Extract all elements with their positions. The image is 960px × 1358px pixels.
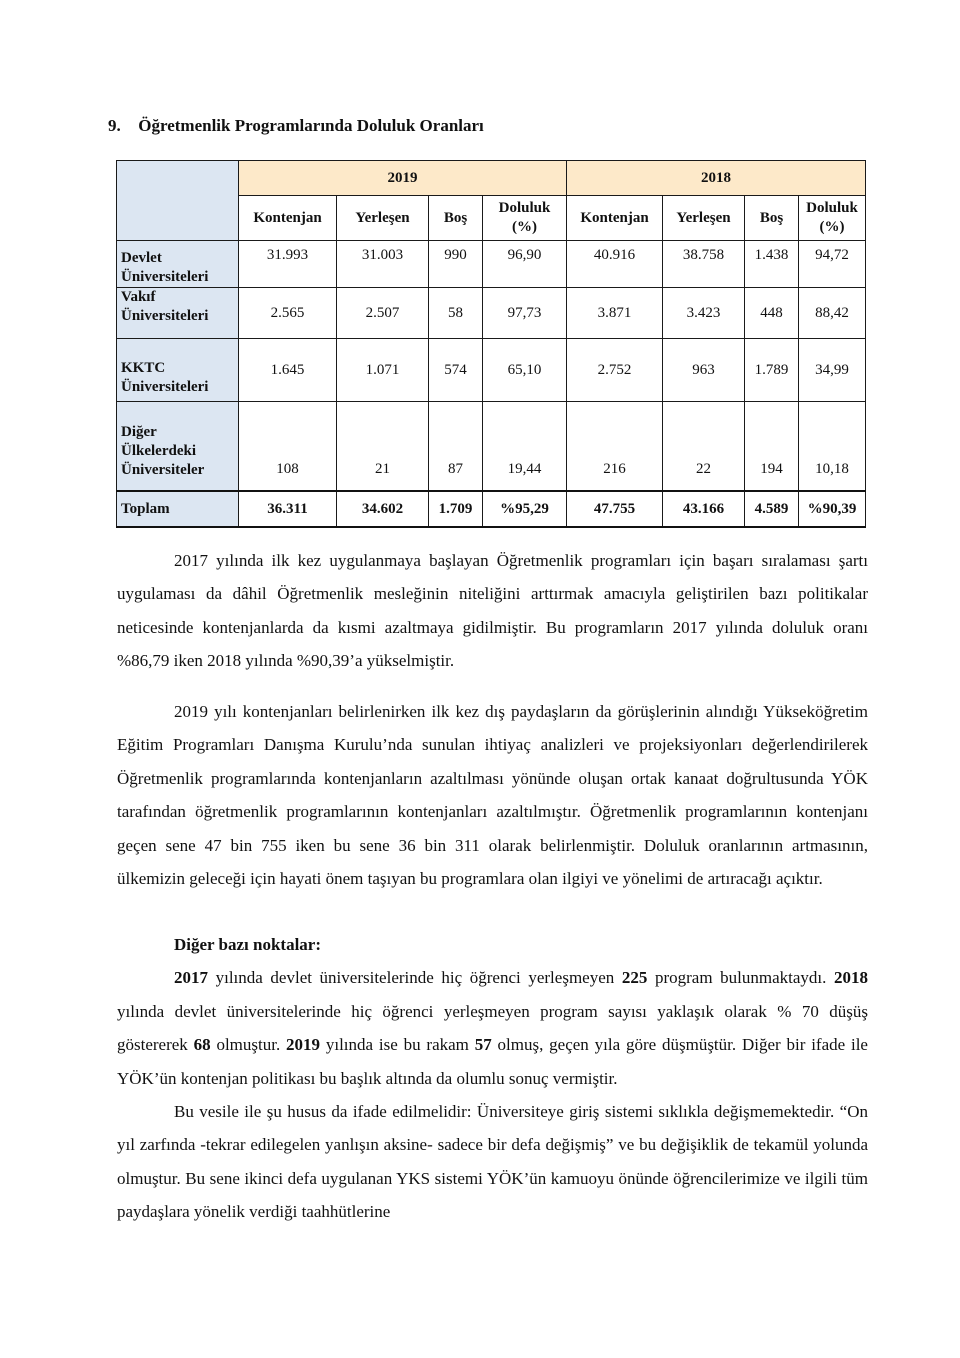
table-cell: 1.438 [745,241,799,288]
table-cell: 47.755 [567,491,663,527]
col-header-bos: Boş [429,196,483,241]
other-points-section [117,928,868,1229]
col-header-kontenjan: Kontenjan [567,196,663,241]
table-cell: 1.789 [745,339,799,402]
table-cell: 88,42 [799,288,866,339]
bold-year: 2018 [834,968,868,988]
table-cell: 2.565 [239,288,337,339]
paragraph-text: 2019 yılı kontenjanları belirlenirken ilk kez dış paydaşların da görüşlerinin alındığı Yükseköğretim Eğitim Programları Danışma Kurulu’nda sunulan ihtiyaç analizleri ve projeksiyonları değerlendirilerek Öğretmenlik programlarında kontenjanların azaltılması yönünde oluşan ortak kanaat doğrultusunda YÖK tarafından öğretmenlik programlarının kontenjanları azaltılmıştır. Öğretmenlik programlarının kontenjanı geçen sene 47 bin 755 iken bu sene 36 bin 311 olarak belirlenmiştir. Doluluk oranlarının artmasının, ülkemizin geleceği için hayati önem taşıyan bu programlara olan ilgiyi ve yönelimi de artıracağı açıktır. [117,702,868,889]
bold-number: 57 [474,1035,492,1055]
table-cell: 194 [745,402,799,492]
table-cell: %95,29 [483,491,567,527]
col-header-doluluk: Doluluk (%) [483,196,567,241]
row-label: KKTC Üniversiteleri [117,339,239,402]
table-cell: 448 [745,288,799,339]
text-run: yılında devlet üniversitelerinde hiç öğrenci yerleşmeyen program sayısı yaklaşık olarak % 70 düşüş göstererek [117,1001,868,1055]
paragraph-1 [117,544,868,678]
table-cell: 3.871 [567,288,663,339]
paragraph-2 [117,695,868,895]
table-cell: 21 [337,402,429,492]
table-cell: 574 [429,339,483,402]
occupancy-table [116,160,866,528]
table-row [117,241,866,288]
row-label: Vakıf Üniversiteleri [117,288,239,339]
table-cell: 216 [567,402,663,492]
table-cell: 31.003 [337,241,429,288]
table-cell: 19,44 [483,402,567,492]
table-cell: 97,73 [483,288,567,339]
row-label: Toplam [117,491,239,527]
table-cell: 108 [239,402,337,492]
text-run: yılında devlet üniversitelerinde hiç öğrenci yerleşmeyen [208,968,622,988]
row-label: Devlet Üniversiteleri [117,241,239,288]
table-cell: 2.752 [567,339,663,402]
table-cell: 1.709 [429,491,483,527]
col-header-doluluk: Doluluk (%) [799,196,866,241]
total-row [117,491,866,527]
text-run: olmuştur. [210,1035,287,1055]
col-header-yerlesen: Yerleşen [337,196,429,241]
paragraph-4: Bu vesile ile şu husus da ifade edilmelidir: Üniversiteye giriş sistemi sıklıkla değişmemektedir. “On yıl zarfında -tekrar edilegelen yanlışın aksine- sadece bir defa değişmiş” ve bu değişiklik de tekamül yolunda olmuştur. Bu sene ikinci defa uygulanan YKS sistemi YÖK’ün kamuoyu önünde öğrencilerimize ve ilgili tüm paydaşlara yönelik verdiği taahhütlerine [117,1102,868,1222]
table-cell: 38.758 [663,241,745,288]
table-cell: 963 [663,339,745,402]
paragraph-text: 2017 yılında ilk kez uygulanmaya başlayan Öğretmenlik programları için başarı sıralaması şartı uygulaması da dâhil Öğretmenlik mesleğinin niteliğini arttırmak amacıyla geliştirilen bazı politikalar neticesinde kontenjanlarda da kısmi azaltmaya gidilmiştir. Bu programların 2017 yılında doluluk oranı %86,79 iken 2018 yılında %90,39’a yükselmiştir. [117,551,868,671]
table-cell: 34,99 [799,339,866,402]
bold-number: 225 [621,968,648,988]
bold-number: 68 [193,1035,211,1055]
row-label: Diğer Ülkelerdeki Üniversiteler [117,402,239,492]
table-cell: 4.589 [745,491,799,527]
table-cell: 990 [429,241,483,288]
table-cell: 58 [429,288,483,339]
table-cell: 43.166 [663,491,745,527]
table-cell: 94,72 [799,241,866,288]
text-run: program bulunmaktaydı. [647,968,834,988]
table-cell: 2.507 [337,288,429,339]
col-header-bos: Boş [745,196,799,241]
year-header-row [117,161,866,196]
table-cell: 40.916 [567,241,663,288]
table-cell: 34.602 [337,491,429,527]
section-number: 9. [108,116,121,135]
bold-year: 2017 [174,968,208,988]
section-title: Öğretmenlik Programlarında Doluluk Oranları [138,116,484,135]
table-row [117,288,866,339]
table-cell: 96,90 [483,241,567,288]
subheading: Diğer bazı noktalar: [174,935,322,954]
table-cell: 3.423 [663,288,745,339]
col-header-yerlesen: Yerleşen [663,196,745,241]
bold-year: 2019 [286,1035,321,1055]
table-cell: 65,10 [483,339,567,402]
text-run: olmuş, geçen yıla göre düşmüştür. Diğer bir ifade ile YÖK’ün kontenjan politikası bu başlık altında da olumlu sonuç vermiştir. [117,1035,868,1088]
table-cell: 22 [663,402,745,492]
year-header-2018: 2018 [567,161,866,196]
paragraph-3 [117,961,868,1095]
text-run: yılında ise bu rakam [320,1035,475,1055]
table-cell: 87 [429,402,483,492]
table-cell: 31.993 [239,241,337,288]
year-header-2019: 2019 [239,161,567,196]
table-cell: 36.311 [239,491,337,527]
table-row [117,339,866,402]
section-heading [108,116,484,136]
table-corner [117,161,239,241]
table-cell: 10,18 [799,402,866,492]
table-cell: 1.071 [337,339,429,402]
table-cell: %90,39 [799,491,866,527]
col-header-kontenjan: Kontenjan [239,196,337,241]
table-cell: 1.645 [239,339,337,402]
table-row [117,402,866,492]
